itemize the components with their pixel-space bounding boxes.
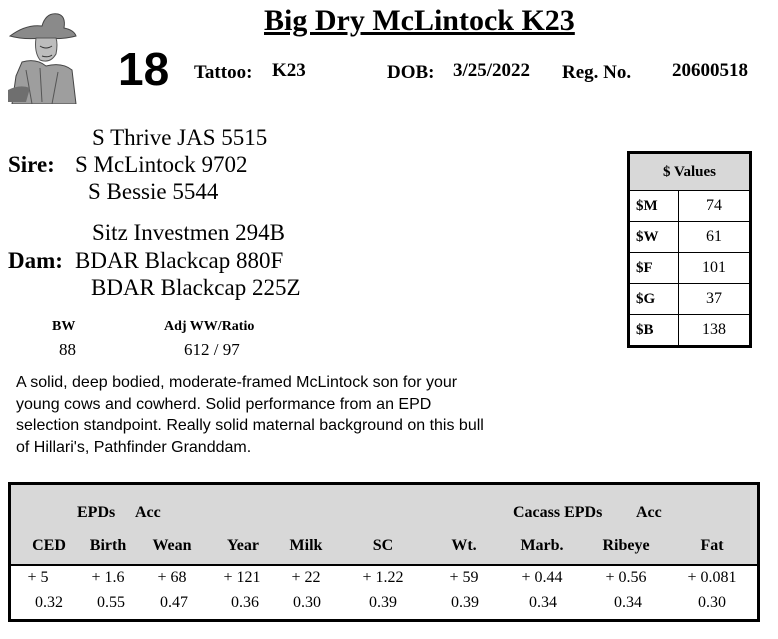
sire-sire: S Thrive JAS 5515 bbox=[92, 125, 268, 150]
epd-value: + 68 bbox=[157, 569, 187, 586]
epd-value: + 59 bbox=[449, 569, 479, 586]
epd-value: + 0.56 bbox=[605, 569, 647, 586]
epd-value: + 1.6 bbox=[91, 569, 125, 586]
sire-name: S McLintock 9702 bbox=[75, 152, 248, 177]
epd-value: + 0.081 bbox=[687, 569, 737, 586]
epd-accuracy: 0.30 bbox=[698, 594, 726, 611]
dollar-label: $F bbox=[629, 253, 679, 284]
epd-value: + 0.44 bbox=[521, 569, 563, 586]
epd-column-header: Fat bbox=[700, 537, 724, 554]
epd-accuracy: 0.30 bbox=[293, 594, 321, 611]
dollar-values-title: $ Values bbox=[629, 153, 751, 191]
sire-dam: S Bessie 5544 bbox=[88, 179, 219, 204]
dollar-label: $W bbox=[629, 222, 679, 253]
dollar-value: 37 bbox=[679, 284, 751, 315]
epd-column-header: Ribeye bbox=[602, 537, 650, 554]
epd-column-header: Wean bbox=[152, 537, 192, 554]
epd-table bbox=[8, 482, 760, 622]
sire-label: Sire: bbox=[8, 152, 55, 177]
epd-accuracy: 0.39 bbox=[369, 594, 397, 611]
reg-label: Reg. No. bbox=[562, 62, 632, 83]
reg-value: 20600518 bbox=[672, 60, 748, 81]
epd-accuracy: 0.47 bbox=[160, 594, 188, 611]
epd-group-label: EPDs bbox=[77, 504, 116, 521]
description: A solid, deep bodied, moderate-framed McLintock son for your young cows and cowherd. Solid performance from an EPD selection standpoint. Really solid maternal background on this bull of Hillari's, Pathfinder Granddam. bbox=[16, 374, 484, 456]
carcass-group-label: Cacass EPDs bbox=[513, 504, 603, 521]
cowboy-sketch-icon bbox=[6, 6, 78, 104]
epd-accuracy: 0.34 bbox=[614, 594, 642, 611]
epd-column-header: Birth bbox=[89, 537, 127, 554]
epd-column-header: Marb. bbox=[520, 537, 564, 554]
dollar-value: 74 bbox=[679, 191, 751, 222]
dollar-label: $B bbox=[629, 315, 679, 347]
lot-number: 18 bbox=[118, 43, 170, 95]
epd-value: + 1.22 bbox=[362, 569, 404, 586]
epd-column-header: Wt. bbox=[451, 537, 477, 554]
dollar-label: $M bbox=[629, 191, 679, 222]
bw-label: BW bbox=[52, 319, 76, 334]
epd-accuracy: 0.39 bbox=[451, 594, 479, 611]
ww-label: Adj WW/Ratio bbox=[164, 319, 255, 334]
epd-accuracy: 0.34 bbox=[529, 594, 557, 611]
table-row bbox=[629, 191, 751, 222]
table-row bbox=[629, 315, 751, 347]
dollar-values-table bbox=[627, 151, 752, 348]
epd-column-header: Milk bbox=[289, 537, 323, 554]
dam-label: Dam: bbox=[8, 248, 63, 273]
bw-value: 88 bbox=[59, 340, 76, 359]
epd-column-header: SC bbox=[372, 537, 394, 554]
table-row bbox=[629, 284, 751, 315]
epd-value: + 22 bbox=[291, 569, 321, 586]
epd-accuracy: 0.36 bbox=[231, 594, 259, 611]
dob-value: 3/25/2022 bbox=[453, 60, 531, 81]
epd-accuracy: 0.55 bbox=[97, 594, 125, 611]
dam-sire: Sitz Investmen 294B bbox=[92, 220, 285, 245]
epd-column-header: CED bbox=[32, 537, 66, 554]
table-row bbox=[629, 222, 751, 253]
ww-value: 612 / 97 bbox=[184, 340, 240, 359]
tattoo-value: K23 bbox=[272, 60, 306, 81]
epd-group-acc: Acc bbox=[135, 504, 161, 521]
dollar-value: 101 bbox=[679, 253, 751, 284]
carcass-group-acc: Acc bbox=[636, 504, 662, 521]
dam-dam: BDAR Blackcap 225Z bbox=[91, 275, 301, 300]
epd-value: + 5 bbox=[27, 569, 49, 586]
dob-label: DOB: bbox=[387, 62, 435, 83]
epd-value: + 121 bbox=[223, 569, 261, 586]
dollar-label: $G bbox=[629, 284, 679, 315]
page-title: Big Dry McLintock K23 bbox=[264, 4, 575, 37]
dam-name: BDAR Blackcap 880F bbox=[75, 248, 284, 273]
dollar-value: 61 bbox=[679, 222, 751, 253]
table-row bbox=[629, 253, 751, 284]
epd-column-header: Year bbox=[227, 537, 259, 554]
dollar-value: 138 bbox=[679, 315, 751, 347]
epd-accuracy: 0.32 bbox=[35, 594, 63, 611]
tattoo-label: Tattoo: bbox=[194, 62, 253, 83]
